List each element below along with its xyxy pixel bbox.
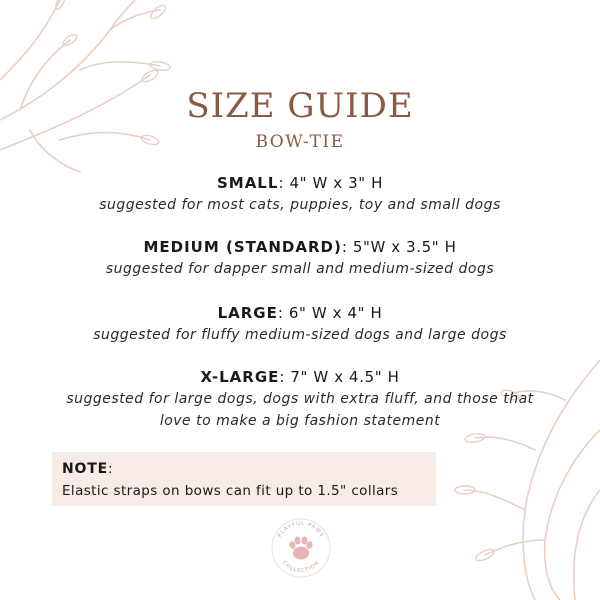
size-dimensions: : 5"W x 3.5" H: [341, 238, 457, 256]
size-small: [20, 172, 580, 216]
size-xlarge: [55, 366, 545, 432]
size-description: suggested for dapper small and medium-sized dogs: [105, 261, 495, 277]
note-text: Elastic straps on bows can fit up to 1.5" collars: [62, 483, 399, 499]
svg-text:COLLECTION: [281, 560, 321, 574]
size-name: SMALL: [216, 174, 279, 192]
size-name: LARGE: [217, 304, 278, 322]
playful-paws-logo: [270, 517, 332, 579]
logo-bottom-text: COLLECTION: [281, 559, 321, 575]
size-dimensions: : 4" W x 3" H: [278, 174, 384, 192]
page-subtitle: BOW-TIE: [255, 132, 345, 152]
size-description: suggested for most cats, puppies, toy and small dogs: [99, 197, 501, 213]
note-label: NOTE: [62, 461, 108, 477]
note-box: [52, 452, 436, 506]
logo-top-text: PLAYFUL PAWS: [276, 520, 326, 539]
size-description: suggested for large dogs, dogs with extra fluff, and those that love to make a big fashion statement: [66, 391, 534, 429]
size-dimensions: : 7" W x 4.5" H: [279, 368, 400, 386]
svg-text:PLAYFUL PAWS: [277, 521, 325, 539]
size-name: MEDIUM (STANDARD): [143, 238, 342, 256]
note-colon: :: [107, 461, 113, 477]
size-name: X-LARGE: [200, 368, 280, 386]
page-title: SIZE GUIDE: [186, 86, 414, 126]
size-large: [20, 302, 580, 346]
size-dimensions: : 6" W x 4" H: [277, 304, 383, 322]
size-description: suggested for fluffy medium-sized dogs and large dogs: [93, 327, 507, 343]
size-medium: [20, 236, 580, 280]
paw-icon: [288, 537, 313, 560]
